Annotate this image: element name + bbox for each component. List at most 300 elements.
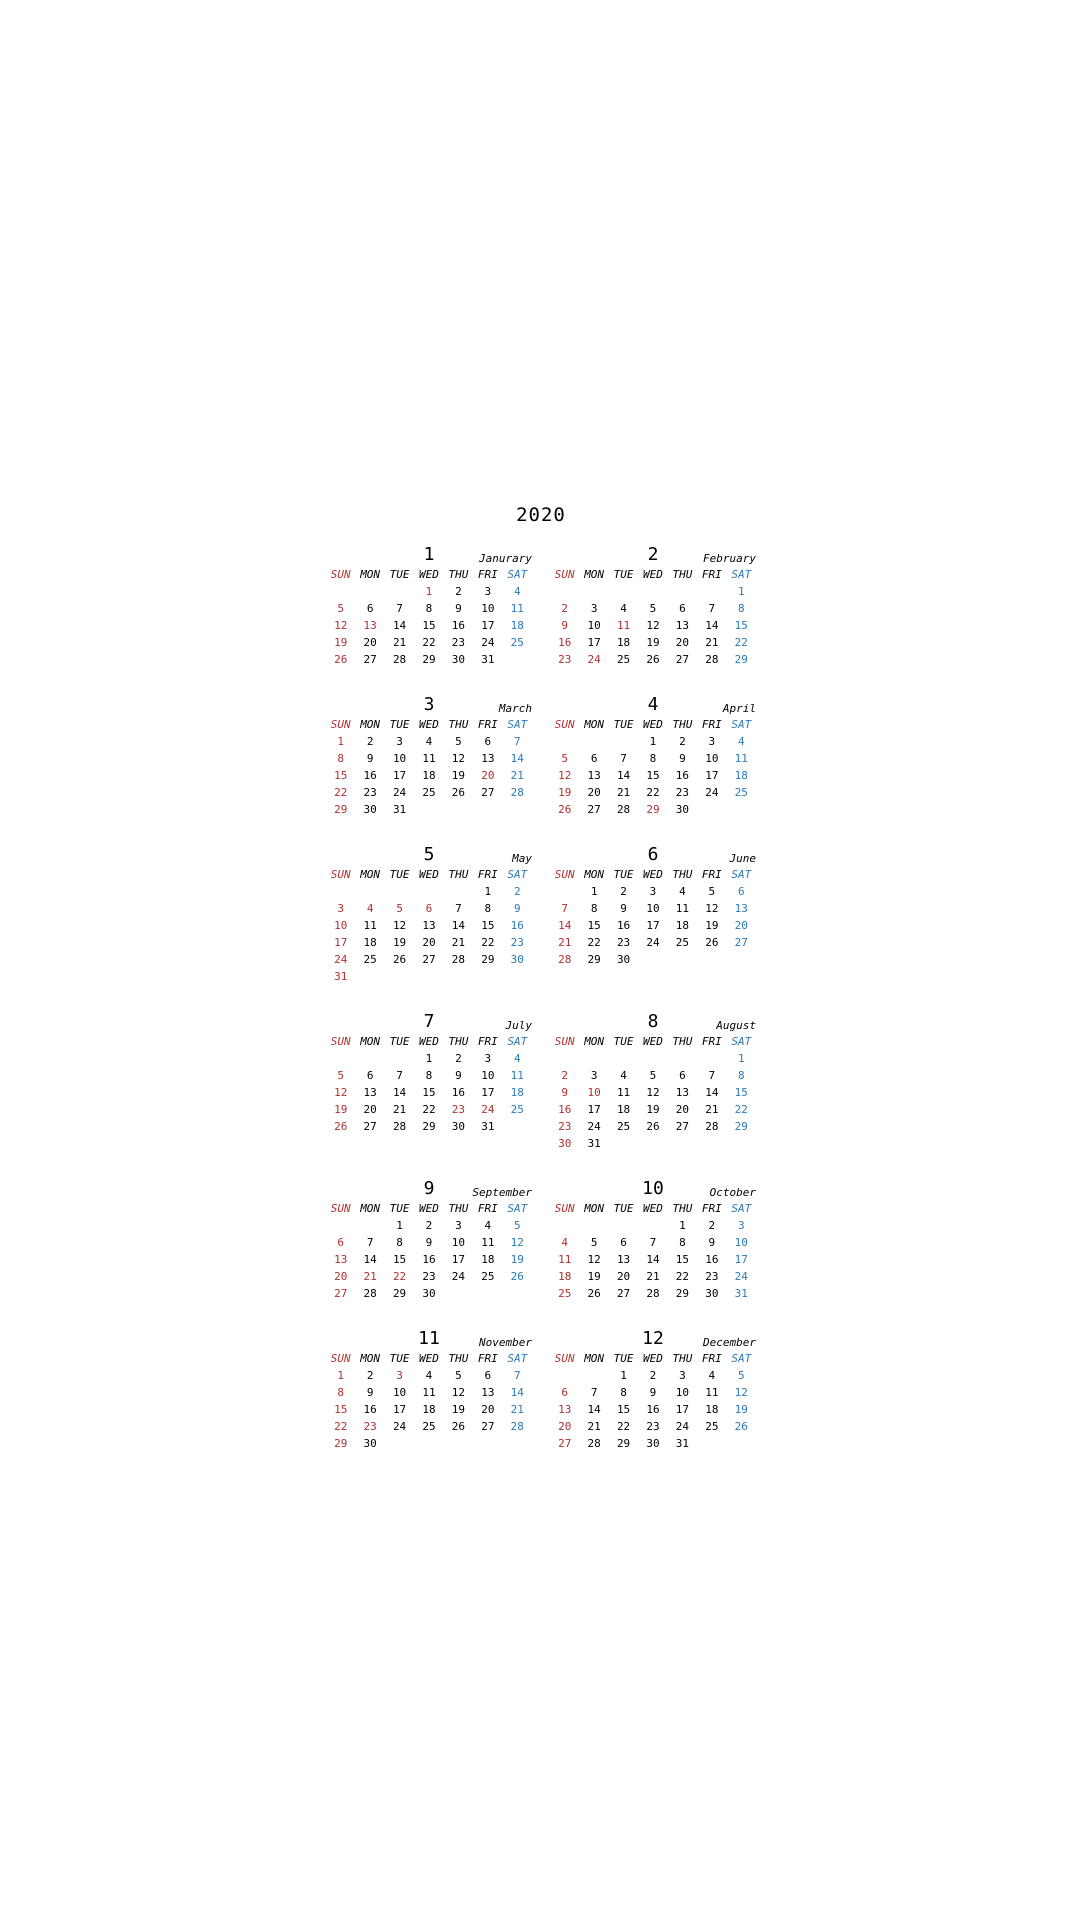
day-cell: 10	[392, 752, 407, 765]
empty-cell	[579, 1050, 608, 1067]
day-cell: 10	[675, 1386, 690, 1399]
day-cell: 7	[590, 1386, 598, 1399]
day-cell: 15	[646, 769, 660, 782]
day-cell: 11	[616, 619, 631, 632]
day-cell: 10	[392, 1386, 407, 1399]
day-cell: 12	[587, 1253, 601, 1266]
weekday-label: SUN	[554, 868, 575, 881]
day-cell: 5	[649, 1069, 657, 1082]
day-cell: 16	[616, 919, 631, 932]
month-number: 1	[423, 544, 435, 565]
week-row	[326, 733, 532, 750]
weekday-header-row	[326, 1033, 532, 1050]
day-cell: 9	[620, 902, 627, 915]
day-cell: 1	[737, 1052, 745, 1065]
day-cell: 26	[451, 786, 466, 799]
day-cell: 20	[675, 1103, 690, 1116]
month-block	[550, 844, 756, 968]
day-cell: 13	[422, 919, 436, 932]
week-row	[326, 651, 532, 668]
day-cell: 31	[334, 970, 348, 983]
day-cell: 30	[558, 1137, 572, 1150]
day-cell: 12	[558, 769, 572, 782]
month-number: 11	[418, 1328, 440, 1349]
week-row	[550, 951, 756, 968]
weekday-label: FRI	[477, 1202, 498, 1215]
day-cell: 15	[675, 1253, 690, 1266]
day-cell: 23	[705, 1270, 719, 1283]
day-cell: 1	[425, 1052, 433, 1065]
month-block	[326, 1328, 532, 1452]
day-cell: 29	[646, 803, 660, 816]
day-cell: 26	[451, 1420, 466, 1433]
day-cell: 1	[679, 1219, 686, 1232]
day-cell: 29	[587, 953, 601, 966]
day-cell: 17	[705, 769, 719, 782]
month-number: 9	[423, 1178, 435, 1199]
day-cell: 25	[422, 1420, 436, 1433]
day-cell: 27	[363, 653, 377, 666]
day-cell: 13	[481, 752, 495, 765]
weekday-label: FRI	[701, 568, 722, 581]
day-cell: 5	[513, 1219, 521, 1232]
day-cell: 23	[363, 786, 377, 799]
week-row	[326, 1050, 532, 1067]
day-cell: 17	[587, 636, 601, 649]
month-number: 12	[642, 1328, 664, 1349]
week-row	[550, 1217, 756, 1234]
day-cell: 6	[737, 885, 745, 898]
week-row	[550, 1435, 756, 1452]
week-row	[326, 750, 532, 767]
day-cell: 23	[451, 636, 466, 649]
weekday-label: SUN	[554, 1352, 575, 1365]
day-cell: 14	[392, 619, 407, 632]
empty-cell	[550, 1217, 579, 1234]
day-cell: 6	[590, 752, 598, 765]
month-name: April	[722, 702, 756, 715]
day-cell: 7	[396, 602, 403, 615]
day-cell: 22	[481, 936, 495, 949]
weekday-label: SUN	[554, 568, 575, 581]
weekday-label: FRI	[701, 1035, 722, 1048]
day-cell: 31	[481, 653, 495, 666]
weekday-label: MON	[584, 1035, 605, 1048]
day-cell: 23	[646, 1420, 660, 1433]
month-header	[550, 694, 756, 716]
empty-cell	[444, 968, 473, 985]
weekday-label: WED	[419, 1035, 439, 1048]
empty-cell	[326, 883, 355, 900]
month-number: 4	[647, 694, 659, 715]
day-cell: 21	[587, 1420, 601, 1433]
day-cell: 30	[363, 803, 377, 816]
empty-cell	[503, 968, 532, 985]
day-cell: 16	[510, 919, 524, 932]
day-cell: 4	[366, 902, 374, 915]
week-row	[550, 750, 756, 767]
weekday-label: TUE	[613, 1202, 634, 1215]
week-row	[326, 1285, 532, 1302]
day-cell: 8	[679, 1236, 686, 1249]
day-cell: 11	[422, 1386, 436, 1399]
empty-cell	[697, 583, 726, 600]
day-cell: 2	[561, 602, 569, 615]
week-row	[550, 1101, 756, 1118]
day-cell: 23	[363, 1420, 377, 1433]
day-cell: 8	[737, 1069, 745, 1082]
day-cell: 6	[561, 1386, 569, 1399]
weekday-label: SAT	[507, 718, 528, 731]
day-cell: 23	[616, 936, 631, 949]
weekday-label: SAT	[507, 868, 528, 881]
day-cell: 2	[425, 1219, 433, 1232]
day-cell: 8	[337, 752, 345, 765]
empty-cell	[473, 801, 502, 818]
weekday-label: SUN	[330, 1352, 351, 1365]
day-cell: 19	[334, 636, 348, 649]
day-cell: 18	[558, 1270, 572, 1283]
day-cell: 4	[737, 735, 745, 748]
day-cell: 17	[481, 619, 495, 632]
day-cell: 17	[734, 1253, 748, 1266]
empty-cell	[326, 1217, 355, 1234]
year-title: 2020	[516, 504, 566, 526]
day-cell: 15	[392, 1253, 407, 1266]
day-cell: 16	[451, 1086, 466, 1099]
week-row	[550, 1118, 756, 1135]
month-header	[326, 544, 532, 566]
day-cell: 1	[649, 735, 657, 748]
day-cell: 19	[558, 786, 572, 799]
empty-cell	[638, 951, 667, 968]
day-cell: 24	[587, 1120, 601, 1133]
day-cell: 8	[425, 602, 433, 615]
empty-cell	[503, 1118, 532, 1135]
day-cell: 9	[455, 1069, 462, 1082]
day-cell: 12	[705, 902, 719, 915]
weekday-label: SUN	[330, 718, 351, 731]
month-name: September	[472, 1186, 532, 1199]
empty-cell	[355, 1050, 384, 1067]
week-row	[326, 1367, 532, 1384]
day-cell: 2	[649, 1369, 657, 1382]
day-cell: 2	[455, 585, 462, 598]
day-cell: 18	[363, 936, 377, 949]
week-row	[550, 1084, 756, 1101]
day-cell: 4	[484, 1219, 492, 1232]
day-cell: 12	[646, 1086, 660, 1099]
empty-cell	[355, 1217, 384, 1234]
day-cell: 1	[484, 885, 492, 898]
day-cell: 28	[705, 653, 719, 666]
empty-cell	[444, 1435, 473, 1452]
weekday-label: MON	[360, 718, 381, 731]
empty-cell	[609, 733, 638, 750]
week-row	[550, 1384, 756, 1401]
day-cell: 27	[675, 1120, 690, 1133]
day-cell: 5	[396, 902, 403, 915]
day-cell: 18	[705, 1403, 719, 1416]
day-cell: 7	[649, 1236, 657, 1249]
week-row	[326, 784, 532, 801]
day-cell: 8	[649, 752, 657, 765]
day-cell: 9	[455, 602, 462, 615]
weekday-label: MON	[360, 1352, 381, 1365]
day-cell: 25	[616, 653, 631, 666]
day-cell: 13	[675, 1086, 690, 1099]
month-header	[326, 1328, 532, 1350]
day-cell: 6	[679, 602, 686, 615]
day-cell: 24	[392, 786, 407, 799]
day-cell: 13	[587, 769, 601, 782]
day-cell: 27	[558, 1437, 572, 1450]
day-cell: 30	[616, 953, 631, 966]
week-row	[326, 767, 532, 784]
day-cell: 2	[366, 1369, 374, 1382]
day-cell: 14	[558, 919, 572, 932]
year-calendar	[326, 500, 756, 1452]
month-block	[550, 544, 756, 668]
empty-cell	[638, 1135, 667, 1152]
weekday-label: FRI	[477, 1035, 498, 1048]
empty-cell	[355, 968, 384, 985]
week-row	[326, 634, 532, 651]
weekday-label: THU	[448, 868, 469, 881]
day-cell: 23	[558, 653, 572, 666]
empty-cell	[550, 583, 579, 600]
day-cell: 11	[616, 1086, 631, 1099]
weekday-label: TUE	[613, 1352, 634, 1365]
day-cell: 30	[451, 1120, 466, 1133]
empty-cell	[579, 583, 608, 600]
week-row	[550, 600, 756, 617]
day-cell: 1	[337, 735, 345, 748]
weekday-label: WED	[643, 1202, 663, 1215]
month-name: June	[729, 852, 756, 865]
day-cell: 14	[451, 919, 466, 932]
week-row	[550, 651, 756, 668]
weekday-label: THU	[672, 868, 693, 881]
day-cell: 16	[422, 1253, 436, 1266]
day-cell: 4	[561, 1236, 569, 1249]
day-cell: 11	[481, 1236, 495, 1249]
day-cell: 17	[587, 1103, 601, 1116]
day-cell: 19	[646, 636, 660, 649]
weekday-header-row	[550, 566, 756, 583]
week-row	[326, 917, 532, 934]
month-block	[326, 544, 532, 668]
weekday-label: SUN	[330, 1035, 351, 1048]
weekday-label: SAT	[731, 868, 752, 881]
month-name: July	[505, 1019, 532, 1032]
day-cell: 20	[422, 936, 436, 949]
day-cell: 30	[451, 653, 466, 666]
day-cell: 16	[558, 636, 572, 649]
day-cell: 15	[734, 1086, 748, 1099]
weekday-label: WED	[643, 1352, 663, 1365]
weekday-label: THU	[448, 1035, 469, 1048]
month-number: 10	[642, 1178, 664, 1199]
day-cell: 22	[734, 1103, 748, 1116]
day-cell: 22	[334, 786, 348, 799]
day-cell: 18	[510, 619, 524, 632]
weekday-label: TUE	[389, 718, 410, 731]
day-cell: 20	[481, 1403, 495, 1416]
day-cell: 7	[396, 1069, 403, 1082]
day-cell: 21	[558, 936, 572, 949]
week-row	[326, 900, 532, 917]
empty-cell	[638, 583, 667, 600]
day-cell: 27	[334, 1287, 348, 1300]
day-cell: 29	[392, 1287, 407, 1300]
empty-cell	[727, 801, 756, 818]
day-cell: 11	[422, 752, 436, 765]
weekday-label: THU	[448, 718, 469, 731]
day-cell: 17	[481, 1086, 495, 1099]
months-grid	[326, 544, 756, 1452]
weekday-label: FRI	[477, 1352, 498, 1365]
day-cell: 6	[484, 735, 492, 748]
weekday-label: SAT	[507, 1352, 528, 1365]
weekday-label: MON	[584, 568, 605, 581]
weekday-label: MON	[584, 1202, 605, 1215]
day-cell: 17	[392, 769, 407, 782]
day-cell: 2	[513, 885, 521, 898]
day-cell: 13	[558, 1403, 572, 1416]
day-cell: 28	[363, 1287, 377, 1300]
day-cell: 2	[708, 1219, 716, 1232]
month-name: October	[709, 1186, 756, 1199]
day-cell: 6	[425, 902, 433, 915]
day-cell: 16	[558, 1103, 572, 1116]
day-cell: 28	[510, 786, 524, 799]
day-cell: 21	[705, 1103, 719, 1116]
day-cell: 24	[675, 1420, 690, 1433]
month-name: February	[703, 552, 756, 565]
empty-cell	[668, 951, 697, 968]
day-cell: 24	[646, 936, 660, 949]
day-cell: 26	[646, 653, 660, 666]
day-cell: 18	[510, 1086, 524, 1099]
month-block	[550, 1178, 756, 1302]
day-cell: 18	[481, 1253, 495, 1266]
day-cell: 20	[334, 1270, 348, 1283]
day-cell: 31	[587, 1137, 601, 1150]
day-cell: 9	[366, 1386, 374, 1399]
day-cell: 26	[558, 803, 572, 816]
day-cell: 5	[337, 1069, 345, 1082]
day-cell: 14	[587, 1403, 601, 1416]
day-cell: 21	[392, 636, 407, 649]
weekday-header-row	[326, 1200, 532, 1217]
day-cell: 30	[646, 1437, 660, 1450]
day-cell: 27	[363, 1120, 377, 1133]
empty-cell	[355, 583, 384, 600]
day-cell: 29	[616, 1437, 631, 1450]
empty-cell	[668, 1050, 697, 1067]
empty-cell	[697, 951, 726, 968]
day-cell: 22	[616, 1420, 631, 1433]
day-cell: 19	[734, 1403, 748, 1416]
weekday-label: THU	[672, 1352, 693, 1365]
weekday-header-row	[550, 1200, 756, 1217]
day-cell: 1	[620, 1369, 627, 1382]
day-cell: 24	[451, 1270, 466, 1283]
weekday-label: SAT	[507, 1202, 528, 1215]
day-cell: 14	[705, 1086, 719, 1099]
day-cell: 25	[558, 1287, 572, 1300]
weekday-label: THU	[672, 1035, 693, 1048]
day-cell: 21	[363, 1270, 377, 1283]
weekday-label: WED	[419, 868, 439, 881]
day-cell: 25	[481, 1270, 495, 1283]
day-cell: 9	[561, 619, 569, 632]
month-header	[326, 1011, 532, 1033]
week-row	[326, 1435, 532, 1452]
weekday-label: FRI	[477, 718, 498, 731]
month-number: 7	[423, 1011, 435, 1032]
day-cell: 11	[510, 602, 524, 615]
empty-cell	[385, 968, 414, 985]
day-cell: 27	[616, 1287, 631, 1300]
day-cell: 9	[366, 752, 374, 765]
day-cell: 27	[422, 953, 436, 966]
month-name: May	[512, 852, 532, 865]
day-cell: 17	[646, 919, 660, 932]
day-cell: 16	[705, 1253, 719, 1266]
day-cell: 28	[392, 653, 407, 666]
day-cell: 6	[620, 1236, 627, 1249]
week-row	[550, 1251, 756, 1268]
day-cell: 5	[455, 1369, 462, 1382]
day-cell: 23	[510, 936, 524, 949]
day-cell: 21	[451, 936, 466, 949]
day-cell: 17	[334, 936, 348, 949]
day-cell: 27	[481, 786, 495, 799]
day-cell: 9	[561, 1086, 569, 1099]
month-header	[326, 694, 532, 716]
day-cell: 1	[590, 885, 598, 898]
empty-cell	[668, 1135, 697, 1152]
weekday-label: THU	[672, 718, 693, 731]
day-cell: 28	[705, 1120, 719, 1133]
day-cell: 28	[616, 803, 631, 816]
day-cell: 14	[510, 1386, 524, 1399]
empty-cell	[550, 733, 579, 750]
day-cell: 26	[646, 1120, 660, 1133]
empty-cell	[414, 883, 443, 900]
day-cell: 5	[649, 602, 657, 615]
day-cell: 10	[334, 919, 348, 932]
day-cell: 12	[392, 919, 407, 932]
day-cell: 2	[679, 735, 686, 748]
week-row	[550, 1050, 756, 1067]
day-cell: 24	[705, 786, 719, 799]
week-row	[326, 1084, 532, 1101]
empty-cell	[609, 1135, 638, 1152]
weekday-label: FRI	[701, 718, 722, 731]
day-cell: 9	[649, 1386, 657, 1399]
day-cell: 7	[366, 1236, 374, 1249]
day-cell: 29	[334, 803, 348, 816]
day-cell: 29	[422, 1120, 436, 1133]
day-cell: 9	[679, 752, 686, 765]
day-cell: 6	[337, 1236, 345, 1249]
week-row	[326, 883, 532, 900]
day-cell: 14	[616, 769, 631, 782]
day-cell: 9	[425, 1236, 433, 1249]
